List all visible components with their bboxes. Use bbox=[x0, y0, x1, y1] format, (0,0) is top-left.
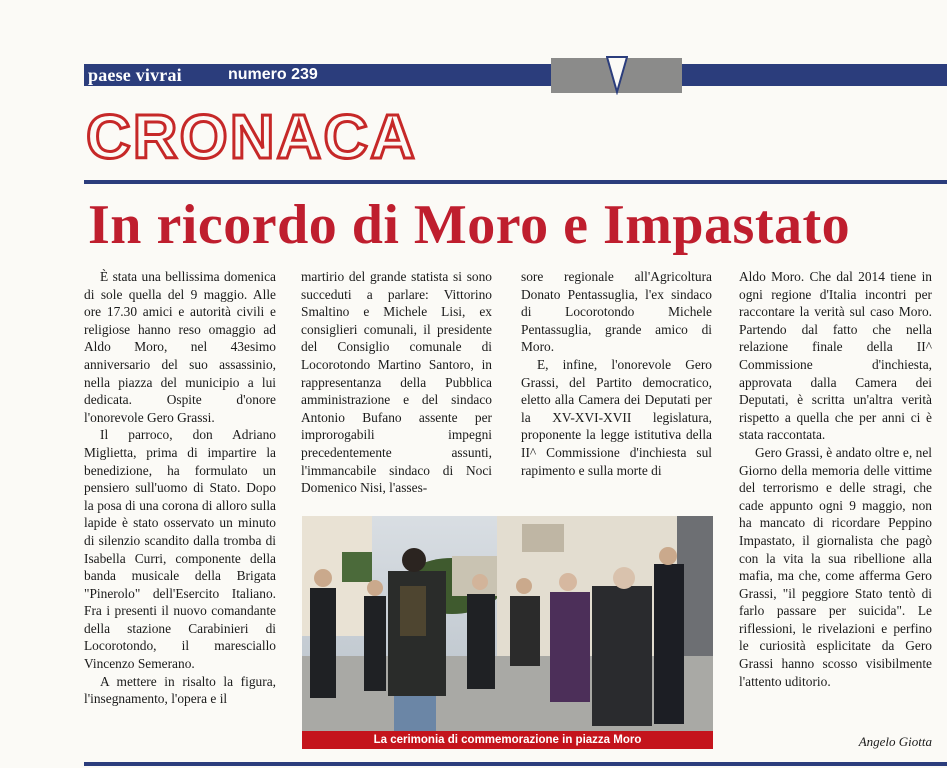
divider bbox=[84, 762, 947, 766]
paragraph: Gero Grassi, è andato oltre e, nel Giorno della memoria delle vittime del terrorismo e delle stragi, che cade appunto ogni 9 maggio, non ha mancato di ricordare Peppino Impastato, il giornalista che pagò con la vita la sua ribellione alla mafia, ma che, come afferma Gero Grassi, "il peggiore Stato tentò di farlo passare per suicida". Le riflessioni, le rivelazioni e perfino le curiosità esplicitate da Gero Grassi hanno scosso visibilmente l'attento uditorio. bbox=[739, 444, 932, 689]
publication-name: paese vivrai bbox=[88, 65, 182, 85]
paragraph: Il parroco, don Adriano Miglietta, prima di impartire la benedizione, ha formulato un pensiero sull'uomo di Stato. Dopo la posa di una corona di alloro sulla lapide è stato osservato un minuto di silenzio scandito dalla tromba di Isabella Curri, componente della banda musicale della Brigata "Pinerolo" dell'Esercito Italiano. Fra i presenti il nuovo comandante della stazione Carabinieri di Locorotondo, il maresciallo Vincenzo Semerano. bbox=[84, 427, 276, 672]
paragraph: Aldo Moro. Che dal 2014 tiene in ogni regione d'Italia incontri per raccontare la verità sul caso Moro. Partendo dal fatto che nella relazione finale della II^ Commissione d'inchiesta, approvata dalla Camera dei Deputati, è scritta un'altra verità rispetto a quella che per anni ci è stata raccontata. bbox=[739, 269, 932, 443]
article-column-1 bbox=[84, 268, 276, 708]
article-column-3 bbox=[521, 268, 712, 479]
paragraph: sore regionale all'Agricoltura Donato Pentassuglia, l'ex sindaco di Locorotondo Michele Pentassuglia, grande amico di Moro. bbox=[521, 269, 712, 355]
article-column-2 bbox=[301, 268, 492, 497]
author-byline: Angelo Giotta bbox=[858, 734, 932, 749]
divider bbox=[84, 180, 947, 184]
section-title: CRONACA bbox=[86, 103, 417, 172]
paragraph: E, infine, l'onorevole Gero Grassi, del Partito democratico, eletto alla Camera dei Deputati per la XV-XVI-XVII legislatura, proponente la legge istitutiva della II^ Commissione d'inchiesta sul rapimento e sulla morte di bbox=[521, 356, 712, 478]
paragraph: A mettere in risalto la figura, l'insegnamento, l'opera e il bbox=[84, 673, 276, 707]
photo-illustration bbox=[302, 516, 713, 731]
triangle-down-icon bbox=[606, 55, 628, 95]
header-bar bbox=[84, 64, 947, 86]
article-photo bbox=[302, 516, 713, 731]
photo-caption: La cerimonia di commemorazione in piazza Moro bbox=[302, 731, 713, 749]
issue-number: numero 239 bbox=[228, 66, 318, 83]
paragraph: È stata una bellissima domenica di sole quella del 9 maggio. Alle ore 17.30 amici e autorità civili e religiose hanno reso omaggio ad Aldo Moro, nel 43esimo anniversario del suo assassinio, nella piazza del municipio a lui dedicata. Ospite d'onore l'onorevole Gero Grassi. bbox=[84, 269, 276, 425]
headline: In ricordo di Moro e Impastato bbox=[88, 194, 851, 256]
article-column-4 bbox=[739, 268, 932, 690]
paragraph: martirio del grande statista si sono succeduti a parlare: Vittorino Smaltino e Michele Lisi, ex consiglieri comunali, il presidente del Consiglio comunale di Locorotondo Martino Santoro, in rappresentanza della Pubblica amministrazione e del sindaco Antonio Bufano assente per improrogabili impegni precedentemente assunti, l'immancabile sindaco di Noci Domenico Nisi, l'asses- bbox=[301, 269, 492, 496]
